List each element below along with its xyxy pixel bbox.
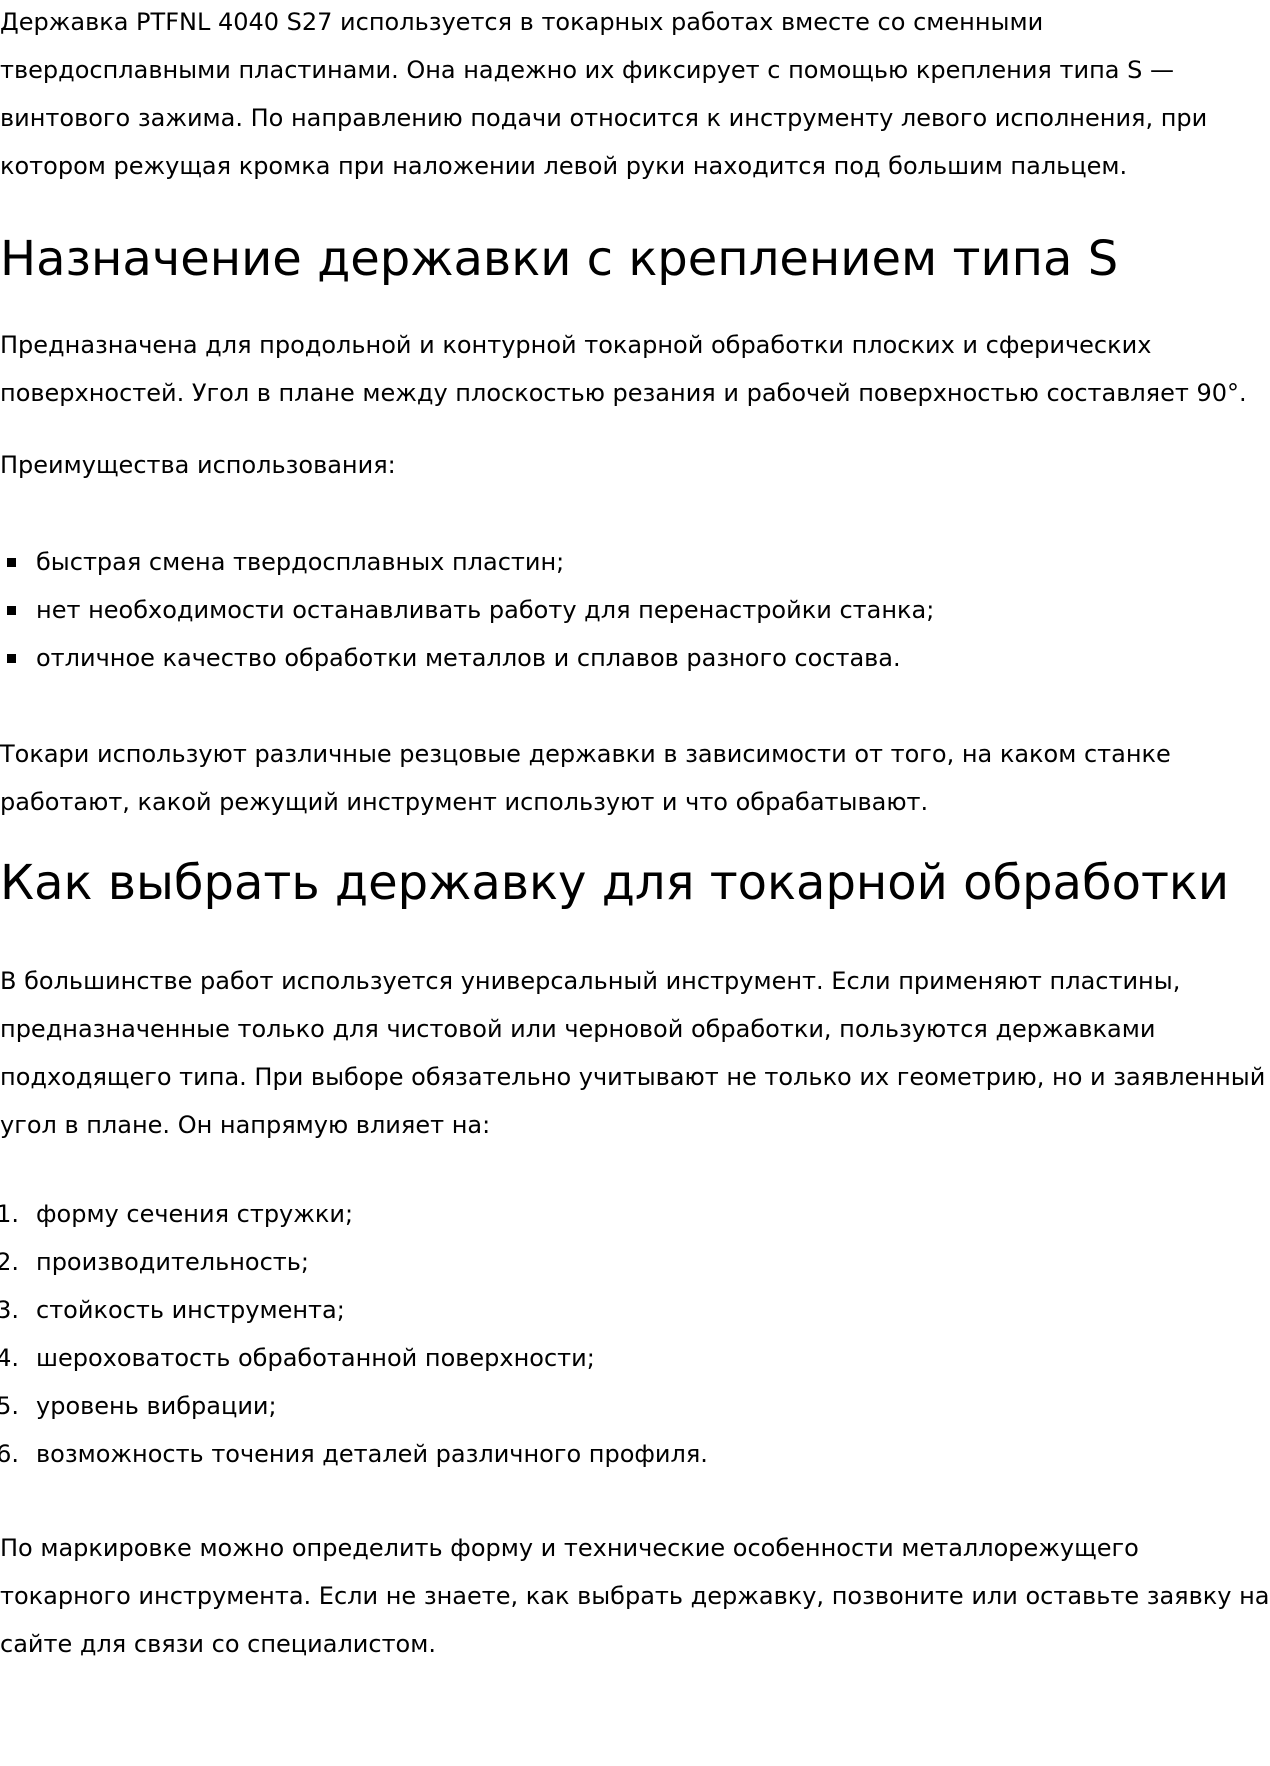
transition-paragraph: Токари используют различные резцовые державки в зависимости от того, на каком станке работают, какой режущий инструмент используют и что обрабатывают. (0, 739, 1171, 816)
list-item: быстрая смена твердосплавных пластин; (36, 538, 1270, 586)
advantages-label: Преимущества использования: (0, 450, 396, 479)
selection-paragraph: В большинстве работ используется универсальный инструмент. Если применяют пластины, предназначенные только для чистовой или черновой обработки, пользуются державками подходящего типа. При выборе обязательно учитывают не только их геометрию, но и заявленный угол в плане. Он напрямую влияет на: (0, 967, 1266, 1140)
factors-list (0, 1190, 1270, 1478)
section1-heading: Назначение державки с креплением типа S (0, 231, 1119, 287)
list-item: уровень вибрации; (36, 1392, 277, 1421)
list-item: нет необходимости останавливать работу для перенастройки станка; (36, 586, 1270, 634)
list-item: форму сечения стружки; (36, 1200, 354, 1229)
section2-heading: Как выбрать державку для токарной обработки (0, 854, 1230, 911)
list-item: возможность точения деталей различного профиля. (36, 1440, 708, 1469)
list-item: шероховатость обработанной поверхности; (36, 1344, 595, 1373)
closing-paragraph: По маркировке можно определить форму и технические особенности металлорежущего токарного инструмента. Если не знаете, как выбрать державку, позвоните или оставьте заявку на сайте для связи со специалистом. (0, 1534, 1270, 1659)
purpose-paragraph: Предназначена для продольной и контурной токарной обработки плоских и сферических поверхностей. Угол в плане между плоскостью резания и рабочей поверхностью составляет 90°. (0, 330, 1247, 407)
advantages-list (0, 538, 1270, 682)
list-item: стойкость инструмента; (36, 1296, 345, 1325)
list-item: производительность; (36, 1248, 309, 1277)
intro-paragraph: Державка PTFNL 4040 S27 используется в токарных работах вместе со сменными твердосплавными пластинами. Она надежно их фиксирует с помощью крепления типа S — винтового зажима. По направлению подачи относится к инструменту левого исполнения, при котором режущая кромка при наложении левой руки находится под большим пальцем. (0, 8, 1208, 180)
list-item: отличное качество обработки металлов и сплавов разного состава. (36, 634, 1270, 682)
